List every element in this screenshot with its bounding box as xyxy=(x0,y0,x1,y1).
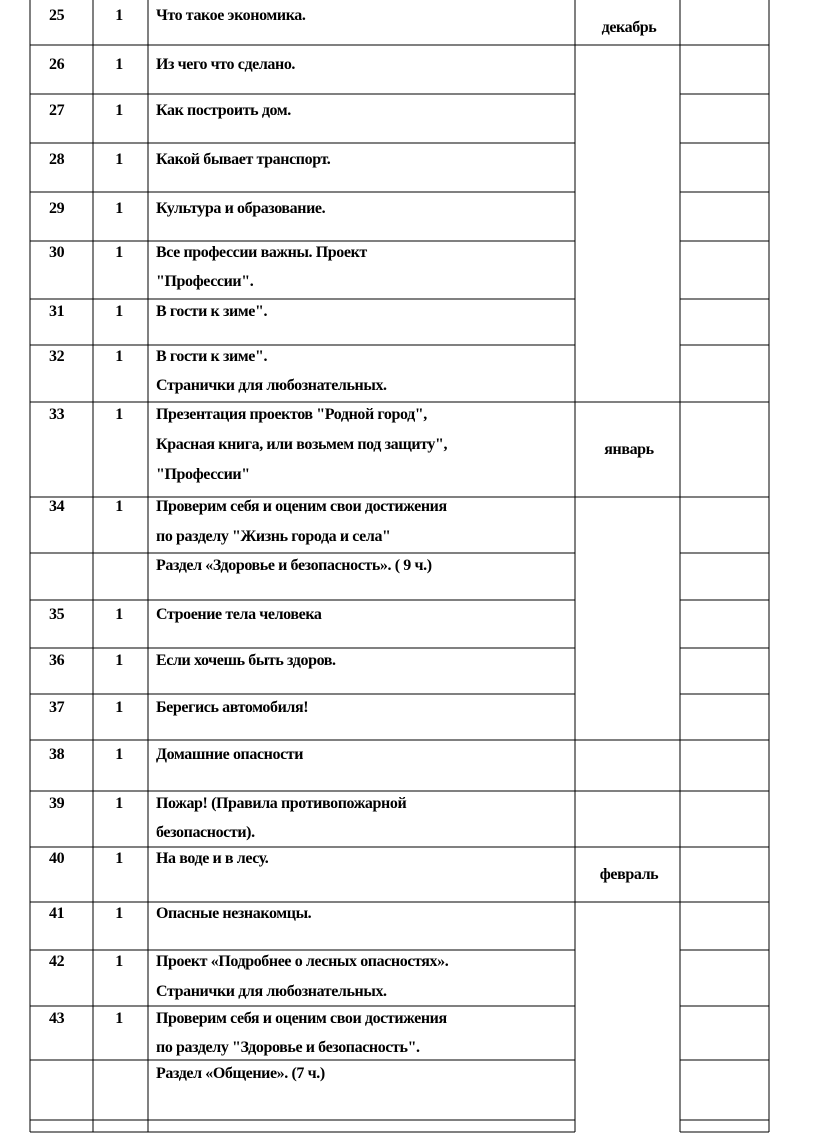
lesson-hours: 1 xyxy=(115,151,123,168)
lesson-topic: В гости к зиме". xyxy=(156,303,268,320)
lesson-number: 28 xyxy=(49,151,65,168)
lesson-topic: В гости к зиме". xyxy=(156,348,268,365)
lesson-number: 26 xyxy=(49,56,65,73)
lesson-hours: 1 xyxy=(115,56,123,73)
lesson-hours: 1 xyxy=(115,652,123,669)
lesson-hours: 1 xyxy=(115,795,123,812)
month-label-february: февраль xyxy=(599,866,659,883)
lesson-topic-line2: "Профессии". xyxy=(156,273,254,290)
lesson-topic: Строение тела человека xyxy=(156,606,322,623)
lesson-topic-line2: Странички для любознательных. xyxy=(156,983,387,1000)
lesson-hours: 1 xyxy=(115,699,123,716)
lesson-topic: На воде и в лесу. xyxy=(156,850,269,867)
lesson-topic: Пожар! (Правила противопожарной xyxy=(156,795,407,812)
lesson-number: 35 xyxy=(49,606,65,623)
lesson-topic: Опасные незнакомцы. xyxy=(156,905,312,922)
lesson-number: 38 xyxy=(49,746,65,763)
lesson-number: 41 xyxy=(49,905,65,922)
lesson-number: 29 xyxy=(49,200,65,217)
lesson-number: 43 xyxy=(49,1010,65,1027)
lesson-number: 31 xyxy=(49,303,65,320)
lesson-hours: 1 xyxy=(115,850,123,867)
lesson-topic-line2: по разделу "Здоровье и безопасность". xyxy=(156,1039,420,1056)
month-label-december: декабрь xyxy=(601,19,657,36)
lesson-topic-line2: по разделу "Жизнь города и села" xyxy=(156,528,391,545)
lesson-hours: 1 xyxy=(115,406,123,423)
lesson-topic: Проект «Подробнее о лесных опасностях». xyxy=(156,953,449,970)
lesson-topic: Берегись автомобиля! xyxy=(156,699,309,716)
lesson-number: 30 xyxy=(49,244,65,261)
lesson-topic-line2: безопасности). xyxy=(156,824,255,841)
lesson-number: 36 xyxy=(49,652,65,669)
lesson-number: 34 xyxy=(49,498,65,515)
lesson-topic: Что такое экономика. xyxy=(156,7,306,24)
lesson-topic: Все профессии важны. Проект xyxy=(156,244,367,261)
lesson-hours: 1 xyxy=(115,498,123,515)
lesson-number: 25 xyxy=(49,7,65,24)
section-title: Раздел «Общение». (7 ч.) xyxy=(156,1065,325,1082)
lesson-number: 33 xyxy=(49,406,65,423)
lesson-number: 27 xyxy=(49,102,65,119)
lesson-topic-line3: "Профессии" xyxy=(156,466,250,483)
lesson-topic-line2: Странички для любознательных. xyxy=(156,377,387,394)
lesson-number: 32 xyxy=(49,348,65,365)
lesson-hours: 1 xyxy=(115,1010,123,1027)
lesson-hours: 1 xyxy=(115,200,123,217)
lesson-topic: Презентация проектов "Родной город", xyxy=(156,406,427,423)
lesson-hours: 1 xyxy=(115,244,123,261)
lesson-hours: 1 xyxy=(115,606,123,623)
lesson-topic: Проверим себя и оценим свои достижения xyxy=(156,498,447,515)
lesson-hours: 1 xyxy=(115,102,123,119)
lesson-number: 40 xyxy=(49,850,65,867)
lesson-hours: 1 xyxy=(115,746,123,763)
lesson-topic: Проверим себя и оценим свои достижения xyxy=(156,1010,447,1027)
lesson-hours: 1 xyxy=(115,348,123,365)
month-label-january: январь xyxy=(604,441,654,458)
lesson-hours: 1 xyxy=(115,905,123,922)
lesson-hours: 1 xyxy=(115,303,123,320)
lesson-topic: Из чего что сделано. xyxy=(156,56,296,73)
lesson-topic-line2: Красная книга, или возьмем под защиту", xyxy=(156,436,448,453)
lesson-number: 37 xyxy=(49,699,65,716)
lesson-number: 39 xyxy=(49,795,65,812)
lesson-topic: Культура и образование. xyxy=(156,200,326,217)
lesson-topic: Если хочешь быть здоров. xyxy=(156,652,336,669)
lesson-topic: Какой бывает транспорт. xyxy=(156,151,331,168)
lesson-hours: 1 xyxy=(115,7,123,24)
section-title: Раздел «Здоровье и безопасность». ( 9 ч.) xyxy=(156,557,432,574)
lesson-topic: Домашние опасности xyxy=(156,746,304,763)
lesson-topic: Как построить дом. xyxy=(156,102,291,119)
lesson-hours: 1 xyxy=(115,953,123,970)
lesson-number: 42 xyxy=(49,953,65,970)
